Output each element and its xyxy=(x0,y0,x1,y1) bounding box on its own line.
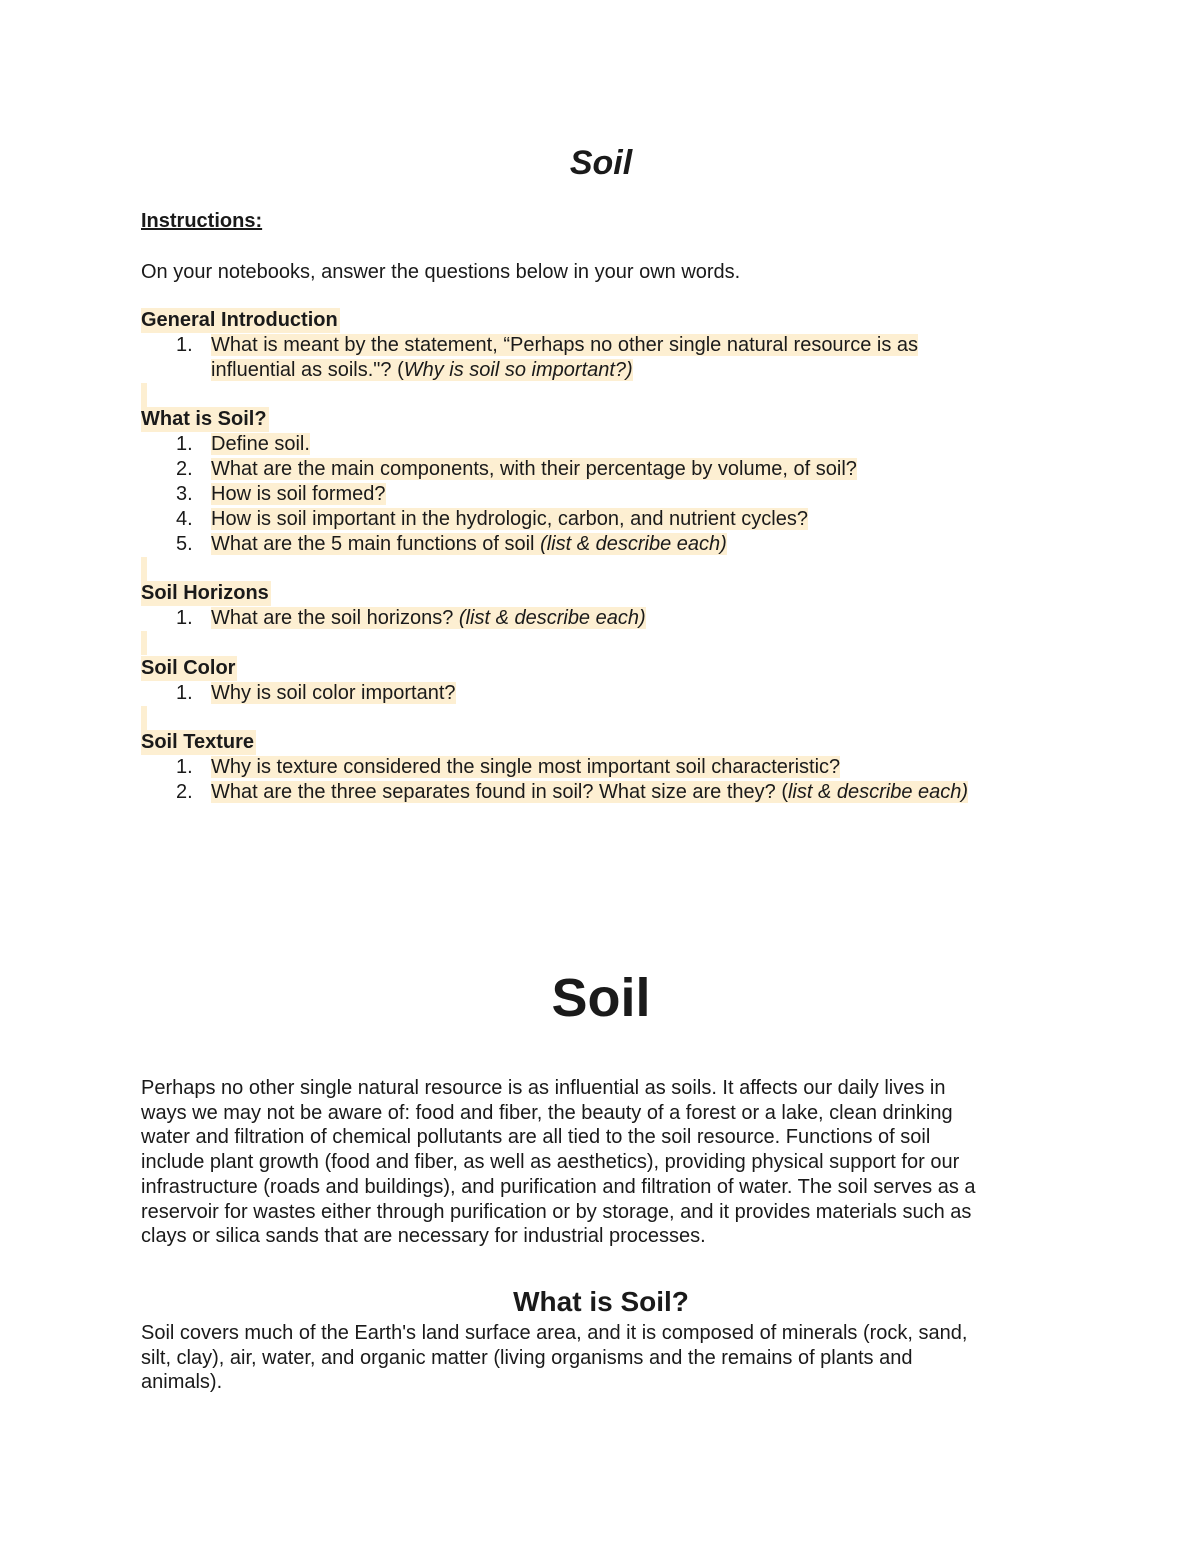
question-item xyxy=(141,333,1061,383)
section-general-introduction xyxy=(141,308,1061,407)
question-text-italic: list & describe each) xyxy=(787,781,969,803)
question-text: Why is texture considered the single most important soil characteristic? xyxy=(211,756,841,778)
paragraph-line: animals). xyxy=(141,1371,223,1394)
section-soil-texture xyxy=(141,730,1061,805)
paragraph-line: ways we may not be aware of: food and fiber, the beauty of a forest or a lake, clean drinking xyxy=(141,1101,953,1124)
question-list xyxy=(141,755,1061,805)
question-text-plain: What are the soil horizons? xyxy=(211,607,459,629)
paragraph-line: infrastructure (roads and buildings), and purification and filtration of water. The soil serves as a xyxy=(141,1175,976,1198)
question-text-italic: (list & describe each) xyxy=(458,607,646,629)
instructions-label: Instructions: xyxy=(141,210,263,232)
question-text-italic: Why is soil so important?) xyxy=(403,359,633,381)
paragraph-line: include plant growth (food and fiber, as well as aesthetics), providing physical support for our xyxy=(141,1151,960,1174)
question-number: 4. xyxy=(176,508,193,530)
highlight-gap xyxy=(141,631,147,655)
question-number: 1. xyxy=(176,607,193,629)
section-soil-color xyxy=(141,656,1061,730)
question-text-plain: What are the three separates found in soil? What size are they? ( xyxy=(211,781,788,803)
section-heading: General Introduction xyxy=(141,309,338,331)
question-text-plain: influential as soils."? ( xyxy=(211,359,404,381)
paragraph-line: clays or silica sands that are necessary for industrial processes. xyxy=(141,1225,706,1248)
question-item xyxy=(141,755,1061,780)
highlight-gap xyxy=(141,557,147,581)
question-item xyxy=(141,457,1061,482)
question-item xyxy=(141,606,1061,631)
section-heading: What is Soil? xyxy=(141,408,267,430)
question-number: 1. xyxy=(176,756,193,778)
question-number: 5. xyxy=(176,533,193,555)
paragraph-line: water and filtration of chemical pollutants are all tied to the soil resource. Functions of soil xyxy=(141,1126,931,1149)
highlight-gap xyxy=(141,706,147,730)
reading-title: Soil xyxy=(551,968,651,1028)
paragraph-line: Perhaps no other single natural resource is as influential as soils. It affects our daily lives in xyxy=(141,1077,946,1099)
question-text-plain: What are the 5 main functions of soil xyxy=(211,533,541,555)
question-text: Define soil. xyxy=(211,433,310,455)
question-text xyxy=(211,607,646,629)
question-item xyxy=(141,482,1061,507)
question-number: 2. xyxy=(176,781,193,803)
question-number: 1. xyxy=(176,334,193,356)
question-item xyxy=(141,507,1061,532)
question-number: 1. xyxy=(176,682,193,704)
section-heading: Soil Texture xyxy=(141,731,254,753)
highlight-gap xyxy=(141,383,147,407)
reading-section-heading: What is Soil? xyxy=(513,1286,689,1317)
question-list xyxy=(141,432,1061,557)
question-item xyxy=(141,532,1061,557)
question-text-line1: What is meant by the statement, “Perhaps no other single natural resource is as xyxy=(211,334,919,356)
paragraph-line: silt, clay), air, water, and organic matter (living organisms and the remains of plants and xyxy=(141,1346,913,1369)
question-item xyxy=(141,432,1061,457)
paragraph-line: Soil covers much of the Earth's land surface area, and it is composed of minerals (rock, sand, xyxy=(141,1322,968,1344)
question-number: 2. xyxy=(176,458,193,480)
question-list xyxy=(141,333,1061,383)
question-text-italic: (list & describe each) xyxy=(540,533,727,555)
paragraph-line: reservoir for wastes either through purification or by storage, and it provides materials such as xyxy=(141,1200,972,1223)
question-text: How is soil formed? xyxy=(211,483,386,505)
question-text: How is soil important in the hydrologic, carbon, and nutrient cycles? xyxy=(211,508,808,530)
question-item xyxy=(141,780,1061,805)
question-number: 1. xyxy=(176,433,193,455)
section-soil-horizons xyxy=(141,581,1061,655)
question-list xyxy=(141,681,1061,706)
question-text: Why is soil color important? xyxy=(211,682,456,704)
section-heading: Soil Color xyxy=(141,657,236,679)
section-what-is-soil xyxy=(141,407,1061,581)
instructions-text: On your notebooks, answer the questions below in your own words. xyxy=(141,261,741,283)
question-number: 3. xyxy=(176,483,193,505)
question-text xyxy=(211,533,727,555)
reading-intro-paragraph xyxy=(141,1076,1061,1249)
section-heading: Soil Horizons xyxy=(141,582,269,604)
question-text xyxy=(211,781,968,803)
reading-section-paragraph xyxy=(141,1321,1061,1395)
question-text: What are the main components, with their percentage by volume, of soil? xyxy=(211,458,857,480)
question-list xyxy=(141,606,1061,631)
question-text-line2 xyxy=(211,359,633,381)
question-item xyxy=(141,681,1061,706)
worksheet-title: Soil xyxy=(569,144,633,182)
